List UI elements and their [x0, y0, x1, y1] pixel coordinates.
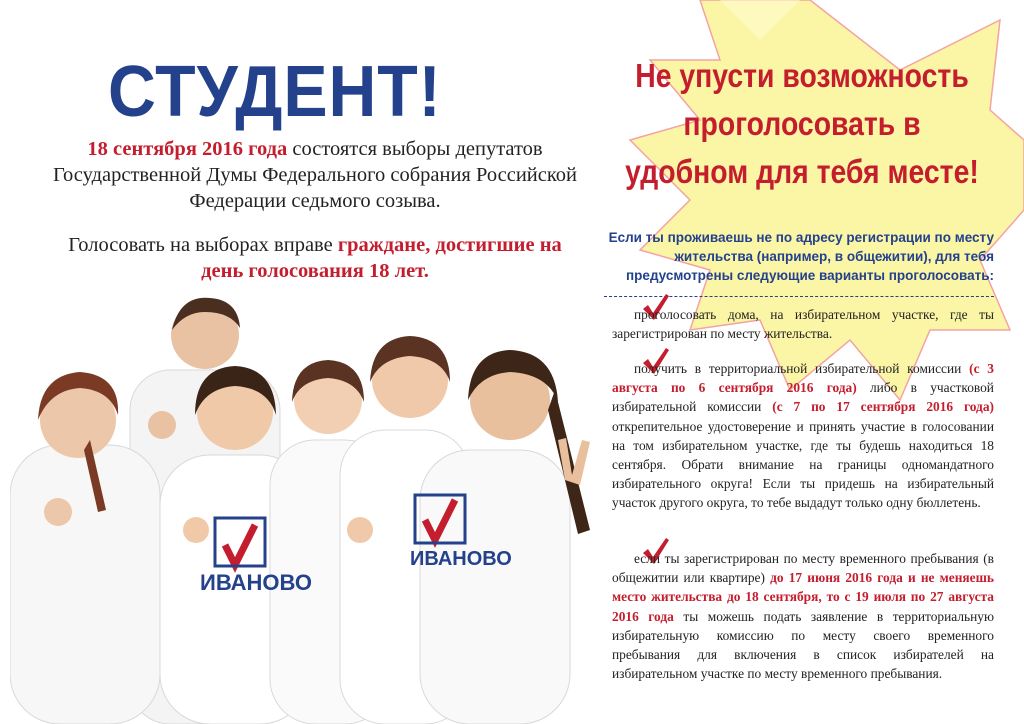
students-photo	[10, 290, 600, 724]
eligibility-text: Голосовать на выборах вправе	[68, 234, 338, 256]
eligibility-highlight: граждане, достигшие на день голосования 18 лет.	[201, 234, 562, 282]
option-2-text-a: получить в территориальной избирательной комиссии	[634, 361, 970, 376]
election-date: 18 сентября 2016 года	[87, 138, 288, 160]
option-3-text-a: если ты зарегистрирован по месту временного пребывания (в общежитии или квартире)	[612, 551, 994, 586]
option-3-dates: до 17 июня 2016 года и не меняешь место жительства до 18 сентября, то с 19 июля по 27 августа 2016 года	[612, 570, 994, 624]
option-2-text-c: открепительное удостоверение и принять участие в голосовании на том избирательном участке, где ты будешь находиться 18 сентября. Обрати внимание на границы одномандатного избирательного округа! Если ты придешь на избирательный участок другого округа, то тебе выдадут только одну бюллетень.	[612, 418, 994, 511]
option-1	[612, 305, 994, 343]
lead-paragraph: Если ты проживаешь не по адресу регистрации по месту жительства (например, в общежитии), для тебя предусмотрены следующие варианты проголосовать:	[608, 230, 994, 283]
option-2-dates-a: (с 3 августа по 6 сентября 2016 года)	[612, 361, 994, 396]
student-figure	[10, 298, 590, 724]
option-3	[612, 549, 994, 683]
intro-paragraph	[50, 136, 580, 214]
headline: Не упусти возможность проголосовать в удобном для тебя месте!	[625, 57, 979, 190]
option-2	[612, 359, 994, 513]
intro-text: состоятся выборы депутатов Государственной Думы Федерального собрания Российской Федерации седьмого созыва.	[52, 138, 578, 212]
option-2-text-b: либо в участковой избирательной комиссии	[612, 380, 994, 415]
option-1-text: проголосовать дома, на избирательном участке, где ты зарегистрирован по месту жительства.	[612, 307, 994, 342]
option-2-dates-b: (с 7 по 17 сентября 2016 года)	[772, 399, 994, 415]
shirt-text: ИВАНОВО	[410, 548, 512, 570]
option-3-text-b: ты можешь подать заявление в территориальную избирательную комиссию по месту своего временного пребывания для включения в список избирателей на избирательном участке по месту временного пребывания.	[612, 608, 994, 682]
eligibility-paragraph	[50, 232, 580, 284]
page-title: СТУДЕНТ!	[108, 52, 442, 132]
shirt-text: ИВАНОВО	[200, 570, 312, 595]
